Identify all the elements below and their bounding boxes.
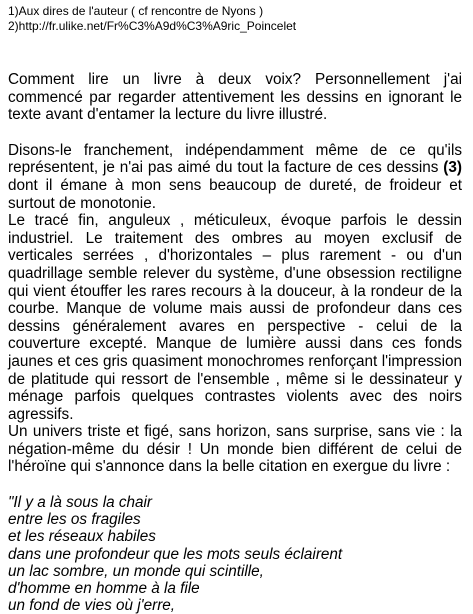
poem-line: "Il y a là sous la chair [8, 494, 153, 512]
quoted-poem [8, 494, 466, 614]
paragraph-3: Le tracé fin, anguleux , méticuleux, évoque parfois le dessin industriel. Le traitement des ombres au moyen exclusif de verticales serrées , d'horizontales – plus rarement - ou d'un quadrillage semble relever du système, d'une obsession rectiligne qui vient étouffer les rares recours à la douceur, à la rondeur de la courbe. Manque de volume mais aussi de profondeur dans ces dessins généralement avares en perspective - celui de la couverture excepté. Manque de lumière aussi dans ces fonds jaunes et ces gris quasiment monochromes renforçant l'impression de platitude qui ressort de l'ensemble , même si le dessinateur y ménage parfois quelques contrastes violents avec des noirs agressifs. [8, 212, 462, 423]
document-page [4, 4, 466, 614]
paragraph-4: Un univers triste et figé, sans horizon, sans surprise, sans vie : la négation-même du désir ! Un monde bien différent de celui de l'héroïne qui s'annonce dans la belle citation en exergue du livre : [8, 423, 462, 476]
footnotes [8, 4, 466, 34]
poem-line: un lac sombre, un monde qui scintille, [8, 562, 264, 580]
paragraph-2 [8, 142, 462, 212]
poem-line: un fond de vies où j'erre, [8, 597, 176, 614]
reference-marker: (3) [443, 159, 462, 177]
paragraph-2-text-a: Disons-le franchement, indépendamment même de ce qu'ils représentent, je n'ai pas aimé du tout la facture de ces dessins [8, 141, 462, 177]
poem-line: d'homme en homme à la file [8, 580, 200, 598]
poem-line: dans une profondeur que les mots seuls éclairent [8, 545, 343, 563]
poem-line: et les réseaux habiles [8, 528, 156, 546]
footnote-1: 1)Aux dires de l'auteur ( cf rencontre de Nyons ) [8, 4, 264, 18]
paragraph-2-text-b: dont il émane à mon sens beaucoup de dureté, de froideur et surtout de monotonie. [8, 176, 462, 212]
poem-line: entre les os fragiles [8, 511, 141, 529]
paragraph-1: Comment lire un livre à deux voix? Personnellement j'ai commencé par regarder attentivement les dessins en ignorant le texte avant d'entamer la lecture du livre illustré. [8, 71, 462, 124]
footnote-2: 2)http://fr.ulike.net/Fr%C3%A9d%C3%A9ric_Poincelet [8, 19, 297, 33]
